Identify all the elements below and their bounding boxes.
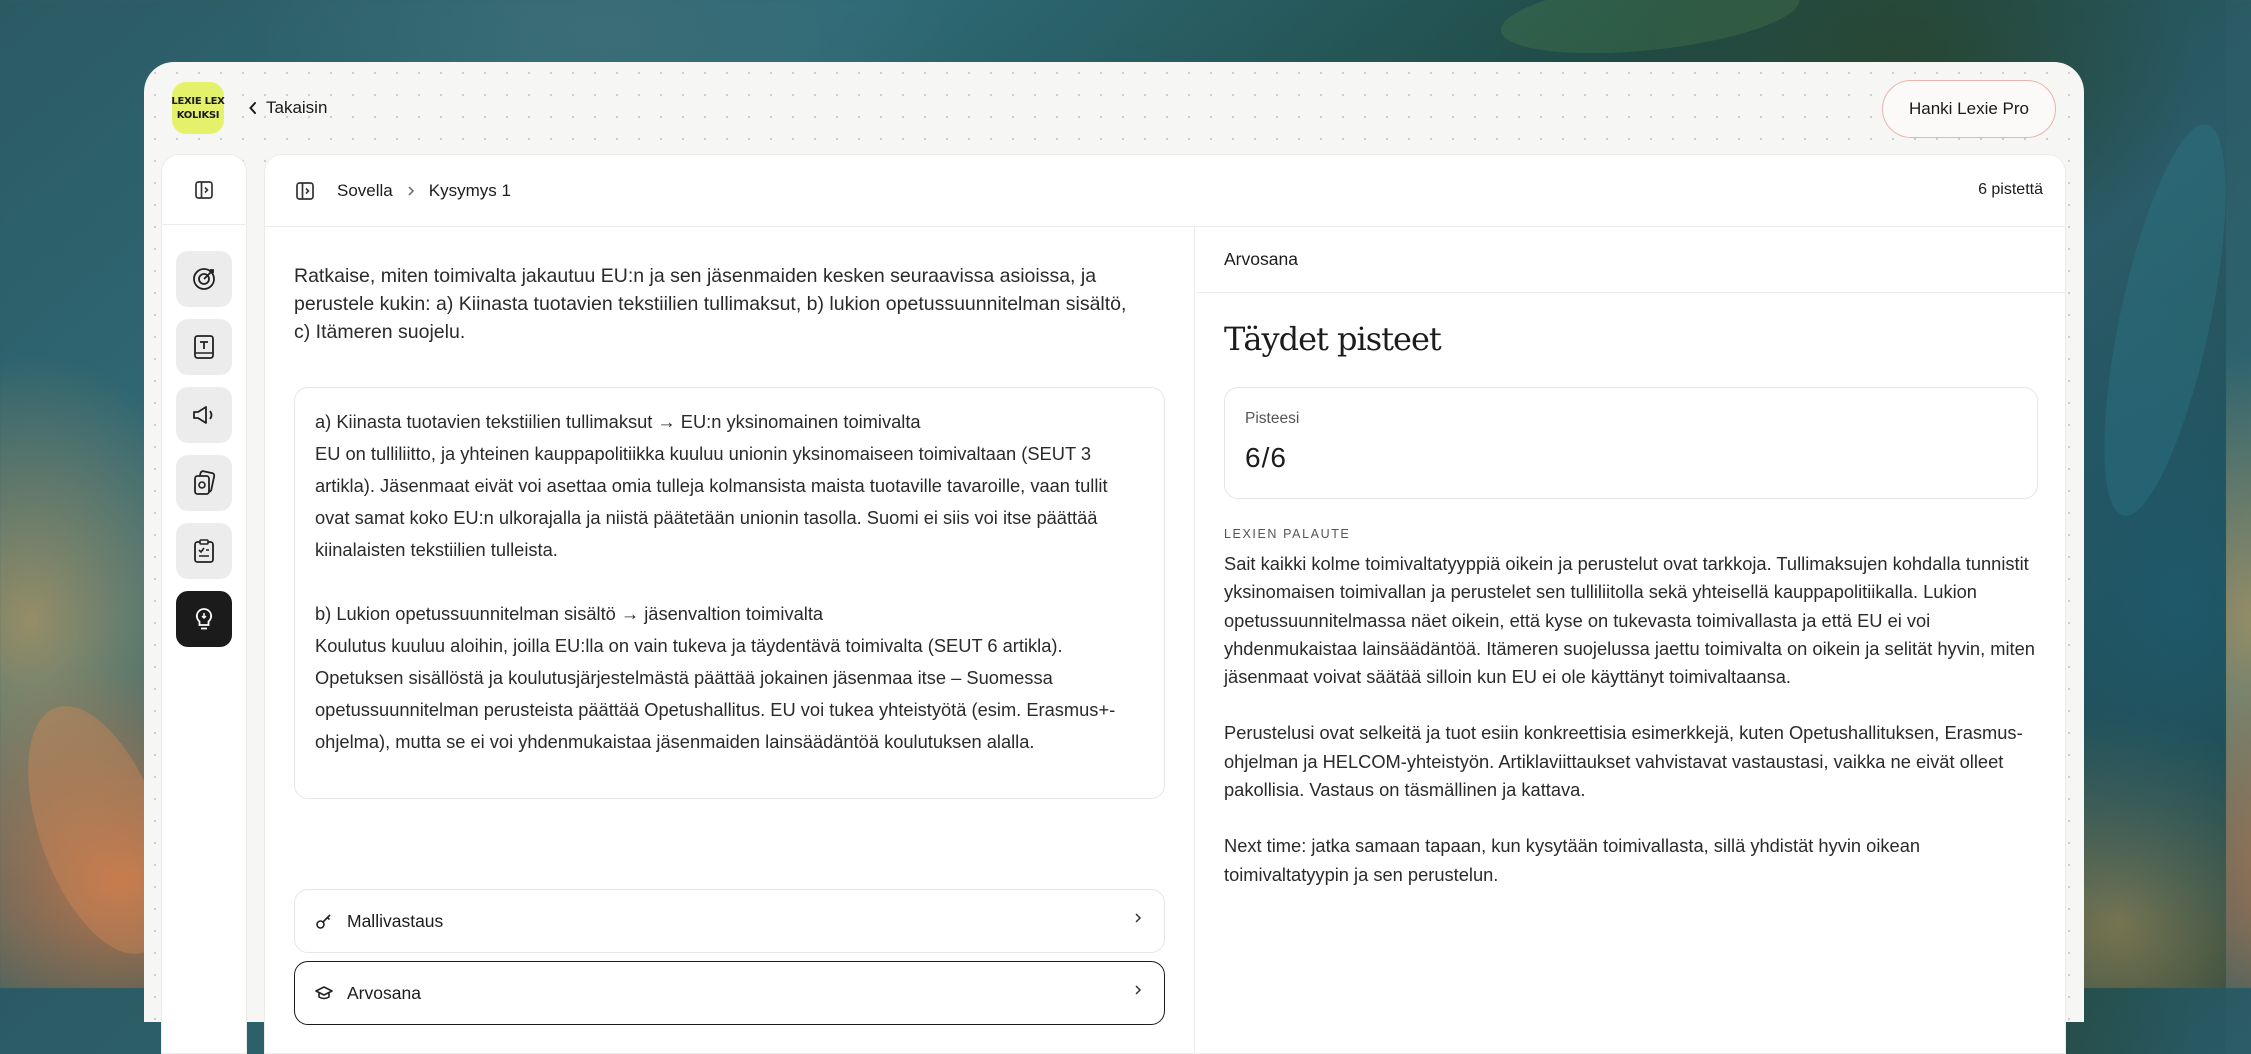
score-card xyxy=(1224,387,2038,499)
back-label: Takaisin xyxy=(266,98,328,117)
sidebar-item-announcements[interactable] xyxy=(176,387,232,443)
sidebar-item-book[interactable] xyxy=(176,319,232,375)
breadcrumb-page: Kysymys 1 xyxy=(428,180,511,200)
feedback-label: LEXIEN PALAUTE xyxy=(1224,527,1351,541)
sidebar-item-apply[interactable] xyxy=(176,591,232,647)
megaphone-icon xyxy=(191,403,217,427)
graduation-cap-icon xyxy=(315,985,337,1001)
score-label: Pisteesi xyxy=(1245,410,1300,427)
chevron-right-icon xyxy=(407,185,415,197)
breadcrumb-section[interactable]: Sovella xyxy=(337,180,393,200)
question-pane xyxy=(265,227,1195,1053)
feedback-paragraph: Next time: jatka samaan tapaan, kun kysytään toimivallasta, sillä yhdistät hyvin oikean toimivaltatyypin ja sen perustelun. xyxy=(1224,835,1921,885)
key-icon xyxy=(315,912,337,930)
breadcrumb xyxy=(265,155,2065,227)
question-text: Ratkaise, miten toimivalta jakautuu EU:n ja sen jäsenmaiden kesken seuraavissa asioissa, ja perustele kukin: a) Kiinasta tuotavien tekstiilien tullimaksut, b) lukion opetussuunnitelman sisältö, c) Itämeren suojelu. xyxy=(294,265,1127,343)
feedback-paragraph: Perustelusi ovat selkeitä ja tuot esiin konkreettisia esimerkkejä, kuten Opetushallituksen, Erasmus-ohjelman ja HELCOM-yhteistyön. Artiklaviittaukset vahvistavat vastaustasi, vaikka ne eivät olleet pakollisia. Vastaus on täsmällinen ja kattava. xyxy=(1224,722,2023,801)
cards-icon xyxy=(191,470,217,496)
model-answer-label: Mallivastaus xyxy=(347,910,444,931)
target-icon xyxy=(191,266,217,292)
panel-toggle-icon[interactable] xyxy=(295,181,315,201)
main-panel xyxy=(264,154,2066,1054)
chevron-right-icon xyxy=(1134,912,1142,924)
grade-title: Täydet pisteet xyxy=(1224,320,1441,358)
lightbulb-icon xyxy=(192,606,216,632)
model-answer-button[interactable] xyxy=(294,889,1165,953)
grade-button[interactable] xyxy=(294,961,1165,1025)
sidebar-toggle-icon xyxy=(194,180,214,200)
top-bar xyxy=(144,62,2084,154)
sidebar-item-target[interactable] xyxy=(176,251,232,307)
grade-pane-header: Arvosana xyxy=(1196,227,2065,293)
sidebar-item-cards[interactable] xyxy=(176,455,232,511)
sidebar-rail xyxy=(161,154,247,1054)
feedback-paragraph: Sait kaikki kolme toimivaltatyyppiä oikein ja perustelut ovat tarkkoja. Tullimaksujen kohdalla tunnistit yksinomaisen toimivallan ja perustelet sen tulliliitolla sekä yhteisellä kauppapolitiikalla. Lukion opetussuunnitelmassa näet oikein, että kyse on tukevasta toimivallasta ja että EU ei voi yhdenmukaistaa lainsäädäntöä. Itämeren suojelussa jaettu toimivalta on oikein ja selität hyvin, miten jäsenmaat voivat säätää silloin kun EU ei ole käyttänyt toimivaltaansa. xyxy=(1224,553,2035,688)
points-total: 6 pistettä xyxy=(1978,181,2043,198)
checklist-icon xyxy=(192,538,216,564)
svg-text:LEXIE LEX: LEXIE LEX xyxy=(171,96,225,107)
app-logo[interactable] xyxy=(172,82,224,134)
chevron-left-icon xyxy=(248,101,258,115)
back-link[interactable] xyxy=(248,94,327,122)
grade-label: Arvosana xyxy=(347,982,421,1003)
feedback-text xyxy=(1224,550,2038,917)
svg-text:KOLIKSI: KOLIKSI xyxy=(176,110,220,121)
answer-box: a) Kiinasta tuotavien tekstiilien tullimaksut → EU:n yksinomainen toimivalta EU on tulliliitto, ja yhteinen kauppapolitiikka kuuluu unionin yksinomaiseen toimivaltaan (SEUT 3 artikla). Jäsenmaat eivät voi asettaa omia tulleja kolmansista maista tuotaville tavaroille, vaan tullit ovat samat koko EU:n ulkorajalla ja niistä päätetään unionin tasolla. Suomi ei siis voi itse päättää kiinalaisten tekstiilien tulleista. b) Lukion opetussuunnitelman sisältö → jäsenvaltion toimivalta Koulutus kuuluu aloihin, joilla EU:lla on vain tukeva ja täydentävä toimivalta (SEUT 6 artikla). Opetuksen sisällöstä ja koulutusjärjestelmästä päättää jokainen jäsenmaa itse – Suomessa opetussuunnitelman perusteista päättää Opetushallitus. EU voi tukea yhteistyötä (esim. Erasmus+-ohjelma), mutta se ei voi yhdenmukaistaa jäsenmaiden lainsäädäntöä koulutuksen alalla. xyxy=(294,387,1165,799)
logo-mark xyxy=(171,90,225,126)
score-value: 6/6 xyxy=(1245,442,1287,473)
sidebar-item-checklist[interactable] xyxy=(176,523,232,579)
app-window xyxy=(144,62,2084,1022)
grade-pane xyxy=(1196,227,2065,1053)
get-pro-button[interactable]: Hanki Lexie Pro xyxy=(1882,80,2056,138)
chevron-right-icon xyxy=(1134,984,1142,996)
book-icon xyxy=(192,334,216,360)
sidebar-toggle[interactable] xyxy=(162,155,246,225)
